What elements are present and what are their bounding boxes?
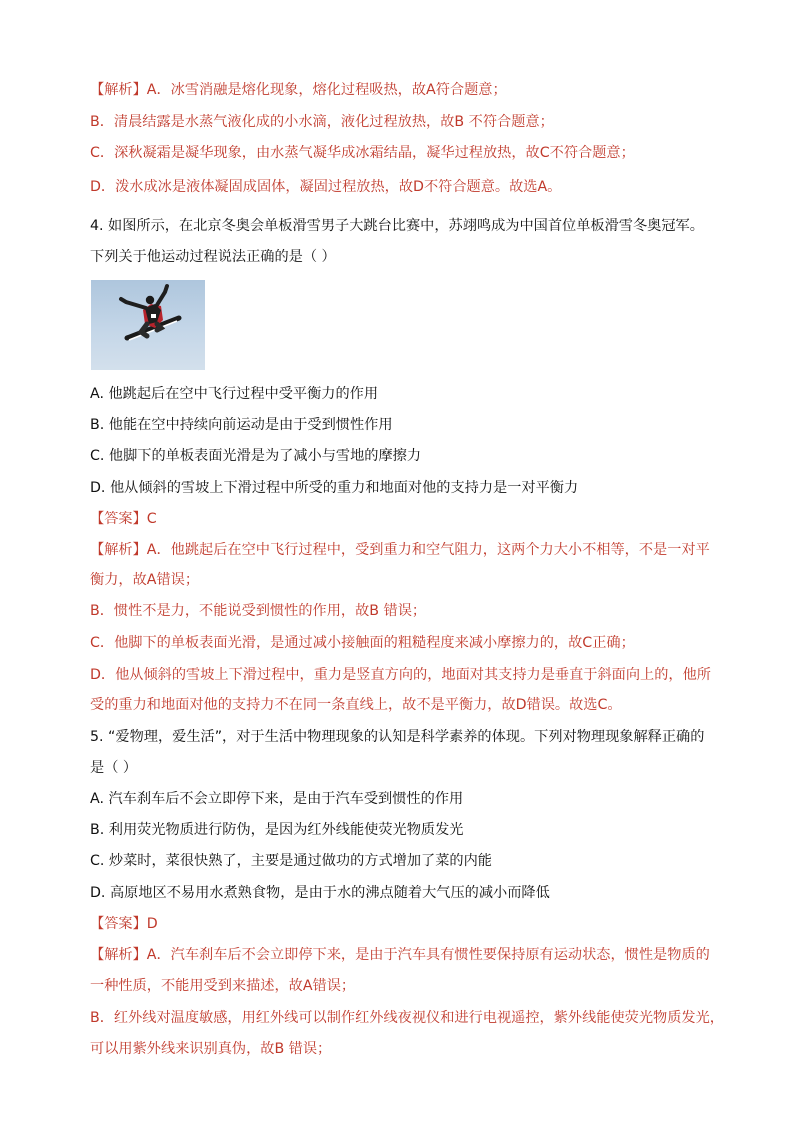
answer-line: 【答案】C	[90, 511, 157, 527]
option-b: B. 利用荧光物质进行防伪，是因为红外线能使荧光物质发光	[90, 822, 464, 838]
option-a: A. 他跳起后在空中飞行过程中受平衡力的作用	[90, 386, 379, 402]
analysis-line: 【解析】A．汽车刹车后不会立即停下来，是由于汽车具有惯性要保持原有运动状态，惯性是物质的	[90, 947, 710, 963]
snowboarder-photo	[91, 280, 205, 370]
analysis-line: C．深秋凝霜是凝华现象，由水蒸气凝华成冰霜结晶，凝华过程放热，故C不符合题意；	[90, 145, 635, 161]
analysis-line: C．他脚下的单板表面光滑，是通过减小接触面的粗糙程度来减小摩擦力的，故C正确；	[90, 635, 635, 651]
question-4-stem: 4. 如图所示，在北京冬奥会单板滑雪男子大跳台比赛中，苏翊鸣成为中国首位单板滑雪冬奥冠军。	[90, 218, 704, 234]
analysis-line: D．他从倾斜的雪坡上下滑过程中，重力是竖直方向的，地面对其支持力是垂直于斜面向上的，他所	[90, 667, 711, 683]
analysis-line: 衡力，故A错误；	[90, 572, 200, 588]
analysis-line: B．惯性不是力，不能说受到惯性的作用，故B 错误；	[90, 603, 427, 619]
analysis-line: B．清晨结露是水蒸气液化成的小水滴，液化过程放热，故B 不符合题意；	[90, 114, 554, 130]
analysis-line: 可以用紫外线来识别真伪，故B 错误；	[90, 1041, 332, 1057]
question-5-stem: 是（ ）	[90, 760, 138, 776]
analysis-line: 一种性质，不能用受到来描述，故A错误；	[90, 978, 356, 994]
question-5-stem: 5. “爱物理，爱生活”，对于生活中物理现象的认知是科学素养的体现。下列对物理现象解释正确的	[90, 729, 705, 745]
analysis-line: D．泼水成冰是液体凝固成固体，凝固过程放热，故D不符合题意。故选A。	[90, 179, 562, 195]
option-a: A. 汽车刹车后不会立即停下来，是由于汽车受到惯性的作用	[90, 791, 464, 807]
analysis-line: 【解析】A．冰雪消融是熔化现象，熔化过程吸热，故A符合题意；	[90, 82, 507, 98]
option-b: B. 他能在空中持续向前运动是由于受到惯性作用	[90, 417, 393, 433]
option-c: C. 炒菜时，菜很快熟了，主要是通过做功的方式增加了菜的内能	[90, 853, 492, 869]
answer-line: 【答案】D	[90, 916, 158, 932]
option-d: D. 他从倾斜的雪坡上下滑过程中所受的重力和地面对他的支持力是一对平衡力	[90, 480, 579, 496]
analysis-line: 【解析】A．他跳起后在空中飞行过程中，受到重力和空气阻力，这两个力大小不相等，不是一对平	[90, 542, 710, 558]
analysis-line: B．红外线对温度敏感，用红外线可以制作红外线夜视仪和进行电视遥控，紫外线能使荧光物质发光，	[90, 1010, 724, 1026]
analysis-line: 受的重力和地面对他的支持力不在同一条直线上，故不是平衡力，故D错误。故选C。	[90, 697, 622, 713]
question-4-stem: 下列关于他运动过程说法正确的是（ ）	[90, 249, 336, 265]
option-d: D. 高原地区不易用水煮熟食物，是由于水的沸点随着大气压的减小而降低	[90, 885, 550, 901]
option-c: C. 他脚下的单板表面光滑是为了减小与雪地的摩擦力	[90, 448, 422, 464]
